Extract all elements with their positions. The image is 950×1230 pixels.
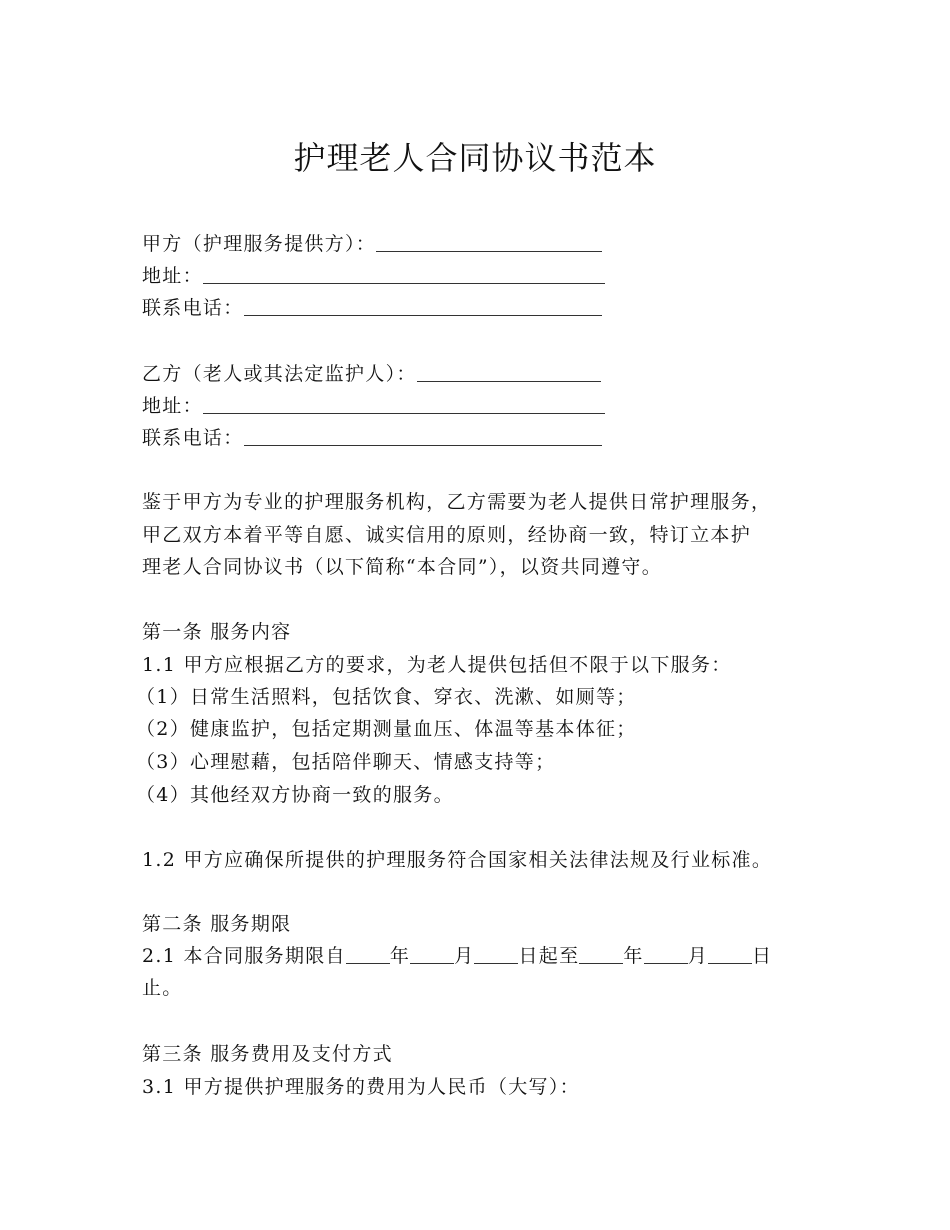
party-a-phone-label: 联系电话： — [142, 297, 244, 319]
party-b-address-blank[interactable] — [203, 395, 605, 414]
service-item-2: （2）健康监护，包括定期测量血压、体温等基本体征； — [136, 718, 637, 740]
clause-3-1: 3.1 甲方提供护理服务的费用为人民币（大写）： — [142, 1076, 580, 1098]
end-day-blank[interactable] — [708, 945, 752, 964]
start-month-blank[interactable] — [410, 945, 454, 964]
party-a-address-label: 地址： — [142, 265, 203, 287]
party-b-phone-label: 联系电话： — [142, 427, 244, 449]
end-day-unit: 日 — [752, 945, 773, 967]
start-year-unit: 年 — [389, 945, 411, 967]
service-item-1: （1）日常生活照料，包括饮食、穿衣、洗漱、如厕等； — [136, 686, 637, 708]
party-b-phone-line — [142, 426, 602, 450]
clause-2-1-prefix: 2.1 本合同服务期限自 — [142, 945, 346, 967]
article-1-heading: 第一条 服务内容 — [142, 621, 292, 643]
end-month-unit: 月 — [687, 945, 709, 967]
clause-1-2: 1.2 甲方应确保所提供的护理服务符合国家相关法律法规及行业标准。 — [142, 849, 773, 871]
preamble-line-2: 甲乙双方本着平等自愿、诚实信用的原则，经协商一致，特订立本护 — [142, 524, 752, 546]
party-a-address-blank[interactable] — [203, 265, 605, 284]
end-year-unit: 年 — [623, 945, 644, 967]
party-b-label: 乙方（老人或其法定监护人）： — [142, 363, 417, 385]
party-b-line — [142, 362, 601, 386]
start-month-unit: 月 — [454, 945, 475, 967]
preamble-line-3: 理老人合同协议书（以下简称“本合同”），以资共同遵守。 — [142, 556, 663, 578]
document-title: 护理老人合同协议书范本 — [293, 139, 657, 177]
clause-2-1 — [142, 944, 772, 968]
start-year-blank[interactable] — [346, 945, 390, 964]
party-a-label: 甲方（护理服务提供方）： — [142, 233, 377, 255]
end-year-blank[interactable] — [579, 945, 623, 964]
party-b-name-blank[interactable] — [417, 363, 601, 382]
party-b-address-label: 地址： — [142, 395, 203, 417]
party-a-phone-line — [142, 296, 602, 320]
preamble-line-1: 鉴于甲方为专业的护理服务机构，乙方需要为老人提供日常护理服务， — [142, 491, 772, 513]
clause-1-1: 1.1 甲方应根据乙方的要求，为老人提供包括但不限于以下服务： — [142, 654, 732, 676]
clause-2-1-continuation: 止。 — [142, 977, 183, 999]
party-b-phone-blank[interactable] — [244, 427, 602, 446]
party-a-address-line — [142, 264, 605, 288]
service-item-4: （4）其他经双方协商一致的服务。 — [136, 784, 454, 806]
end-month-blank[interactable] — [644, 945, 688, 964]
party-a-line — [142, 232, 602, 256]
start-day-blank[interactable] — [474, 945, 518, 964]
party-a-name-blank[interactable] — [376, 233, 602, 252]
party-a-phone-blank[interactable] — [244, 297, 602, 316]
article-3-heading: 第三条 服务费用及支付方式 — [142, 1043, 393, 1065]
start-day-unit: 日起至 — [518, 945, 580, 967]
service-item-3: （3）心理慰藉，包括陪伴聊天、情感支持等； — [136, 751, 556, 773]
article-2-heading: 第二条 服务期限 — [142, 913, 292, 935]
party-b-address-line — [142, 394, 605, 418]
